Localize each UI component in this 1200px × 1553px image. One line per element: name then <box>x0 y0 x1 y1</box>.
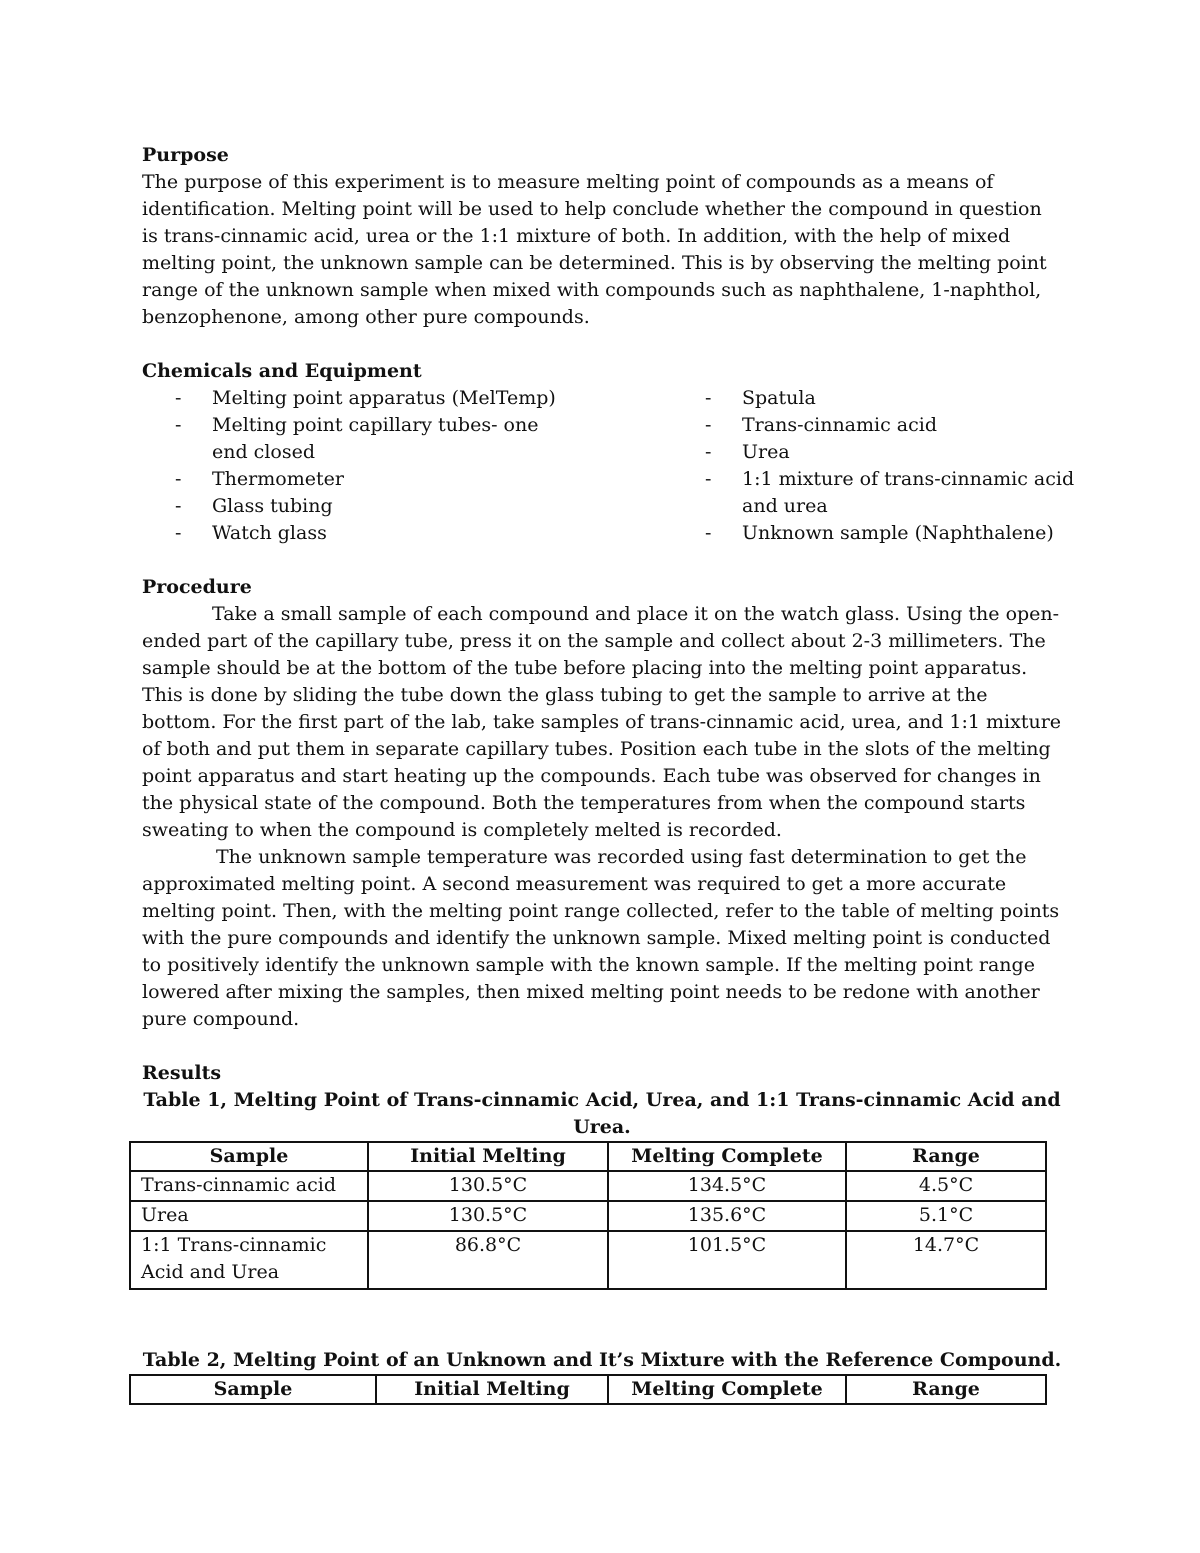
table-row <box>130 1231 1046 1289</box>
list-item: - Glass tubing <box>142 493 562 520</box>
list-item: - Thermometer <box>142 466 562 493</box>
equipment-list-right <box>672 385 1075 547</box>
list-item: - Unknown sample (Naphthalene) <box>672 520 1102 547</box>
table-cell: 101.5°C <box>608 1231 846 1289</box>
chemicals-heading: Chemicals and Equipment <box>142 360 422 382</box>
purpose-heading: Purpose <box>142 144 229 166</box>
table-cell: 135.6°C <box>608 1201 846 1231</box>
table1-caption: Table 1, Melting Point of Trans-cinnamic Acid, Urea, and 1:1 Trans-cinnamic Acid and Urea. <box>143 1089 1061 1138</box>
table-header: Initial Melting <box>368 1142 608 1171</box>
table-cell: 86.8°C <box>368 1231 608 1289</box>
table-cell: 14.7°C <box>846 1231 1046 1289</box>
table2 <box>129 1374 1047 1405</box>
document-page <box>141 142 1075 1405</box>
list-item: - Melting point capillary tubes- one end closed <box>142 412 562 466</box>
procedure-paragraph-2: The unknown sample temperature was recorded using fast determination to get the approximated melting point. A second measurement was required to get a more accurate melting point. Then, with the melting point range collected, refer to the table of melting points with the pure compounds and identify the unknown sample. Mixed melting point is conducted to positively identify the unknown sample with the known sample. If the melting point range lowered after mixing the samples, then mixed melting point needs to be redone with another pure compound. <box>142 846 1060 1030</box>
table-cell: 130.5°C <box>368 1171 608 1201</box>
procedure-paragraph-1: Take a small sample of each compound and place it on the watch glass. Using the open-ended part of the capillary tube, press it on the sample and collect about 2-3 millimeters. The sample should be at the bottom of the tube before placing into the melting point apparatus. This is done by sliding the tube down the glass tubing to get the sample to arrive at the bottom. For the first part of the lab, take samples of trans-cinnamic acid, urea, and 1:1 mixture of both and put them in separate capillary tubes. Position each tube in the slots of the melting point apparatus and start heating up the compounds. Each tube was observed for changes in the physical state of the compound. Both the temperatures from when the compound starts sweating to when the compound is completely melted is recorded. <box>142 603 1062 841</box>
list-item: - Watch glass <box>142 520 562 547</box>
table-header: Range <box>846 1375 1046 1404</box>
table-header: Initial Melting <box>376 1375 608 1404</box>
table-header-row <box>130 1375 1046 1404</box>
table-header: Melting Complete <box>608 1142 846 1171</box>
table1 <box>129 1141 1047 1290</box>
table-header: Sample <box>130 1375 376 1404</box>
table-row <box>130 1201 1046 1231</box>
table-cell: 1:1 Trans-cinnamic Acid and Urea <box>130 1231 368 1289</box>
results-heading: Results <box>142 1062 222 1084</box>
purpose-paragraph: The purpose of this experiment is to measure melting point of compounds as a means of identification. Melting point will be used to help conclude whether the compound in question is trans-cinnamic acid, urea or the 1:1 mixture of both. In addition, with the help of mixed melting point, the unknown sample can be determined. This is by observing the melting point range of the unknown sample when mixed with compounds such as naphthalene, 1-naphthol, benzophenone, among other pure compounds. <box>142 171 1047 328</box>
table-cell: 130.5°C <box>368 1201 608 1231</box>
table-header: Sample <box>130 1142 368 1171</box>
table-cell: 5.1°C <box>846 1201 1046 1231</box>
table-row <box>130 1171 1046 1201</box>
table-cell: Trans-cinnamic acid <box>130 1171 368 1201</box>
table-header: Melting Complete <box>608 1375 846 1404</box>
list-item: - Trans-cinnamic acid <box>672 412 1102 439</box>
chemicals-list <box>142 385 1075 547</box>
list-item: - Spatula <box>672 385 1102 412</box>
table-cell: Urea <box>130 1201 368 1231</box>
table2-caption: Table 2, Melting Point of an Unknown and It’s Mixture with the Reference Compound. <box>142 1349 1062 1371</box>
procedure-heading: Procedure <box>142 576 252 598</box>
list-item: - 1:1 mixture of trans-cinnamic acid and urea <box>672 466 1102 520</box>
table-cell: 4.5°C <box>846 1171 1046 1201</box>
equipment-list-left <box>142 385 672 547</box>
list-item: - Melting point apparatus (MelTemp) <box>142 385 562 412</box>
table-header-row <box>130 1142 1046 1171</box>
table-cell: 134.5°C <box>608 1171 846 1201</box>
table-header: Range <box>846 1142 1046 1171</box>
list-item: - Urea <box>672 439 1102 466</box>
